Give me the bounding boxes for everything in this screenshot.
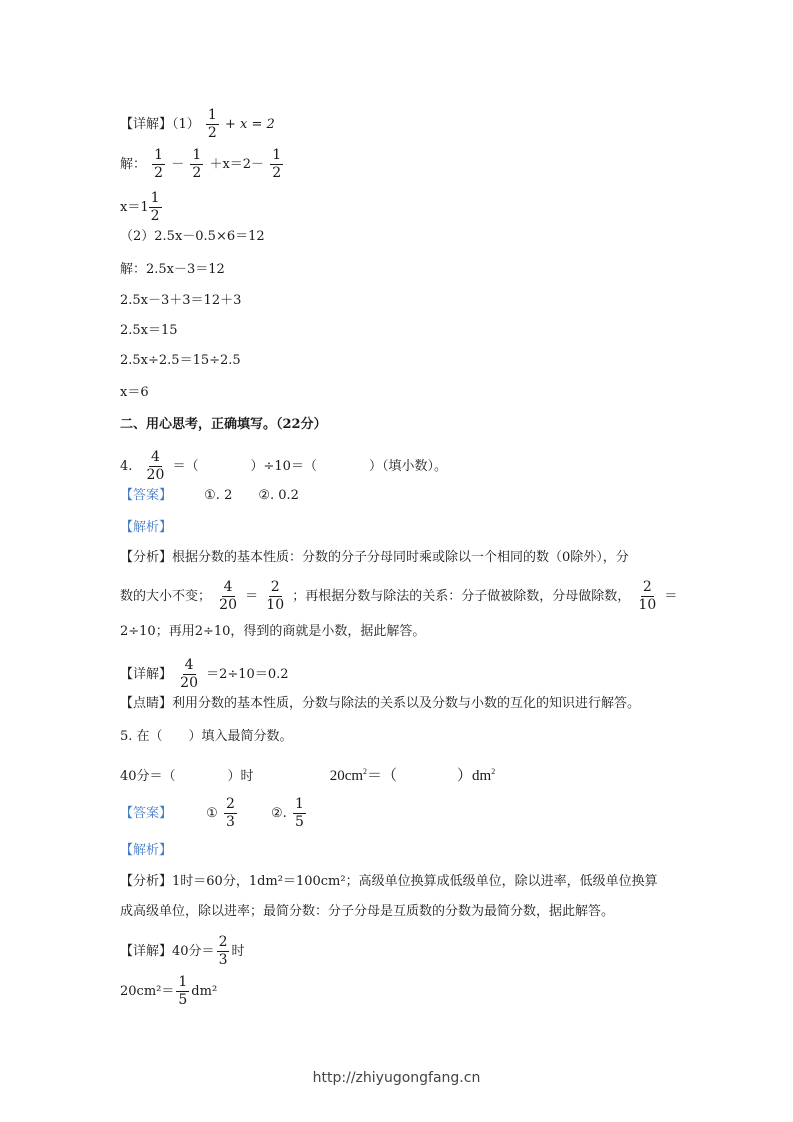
question-4 xyxy=(120,450,447,483)
operator: － xyxy=(171,157,185,172)
fraction: $\frac{1}{5}$ xyxy=(294,796,304,830)
question-number: 4. xyxy=(120,459,133,474)
fraction: $\frac{1}{2}$ xyxy=(207,107,217,141)
fraction: $\frac{4}{20}$ xyxy=(146,449,165,483)
section-title: 二、用心思考，正确填写。（22分） xyxy=(120,417,327,432)
fenxi-label: 【分析】 xyxy=(120,874,173,889)
blank-a: 40分＝（ ）时 xyxy=(120,769,254,784)
detail-line-5: 解：2.5x－3＝12 xyxy=(120,262,225,277)
q5-answer xyxy=(120,797,308,830)
q5-blanks xyxy=(120,764,495,785)
question-5: 5. 在（ ）填入最简分数。 xyxy=(120,729,293,744)
detail-line-1 xyxy=(120,108,275,141)
answer-text: ①. 2 ②. 0.2 xyxy=(204,488,299,503)
detail-text: 时 xyxy=(231,944,245,959)
fraction: $\frac{2}{3}$ xyxy=(225,796,235,830)
equation-text: ＋x＝2－ xyxy=(209,157,265,172)
detail-label: 【详解】 xyxy=(120,944,173,959)
detail-line-9: x＝6 xyxy=(120,385,149,400)
q5-analysis-line-1 xyxy=(120,874,658,890)
fraction: $\frac{1}{2}$ xyxy=(154,147,164,181)
detail-label: 【详解】 xyxy=(120,667,173,682)
question-text: ＝（ ）÷10＝（ ）（填小数）。 xyxy=(172,459,447,474)
equation-text: x＝1 xyxy=(120,200,149,215)
q4-analysis-line-3: 2÷10；再用2÷10，得到的商就是小数，据此解答。 xyxy=(120,624,426,639)
answer-label: 【答案】 xyxy=(120,488,173,503)
fraction: $\frac{1}{2}$ xyxy=(272,147,282,181)
equation-text: + x = 2 xyxy=(224,117,275,132)
analysis-text: ；再根据分数与除法的关系：分子做被除数，分母做除数， xyxy=(292,589,631,604)
detail-line-6: 2.5x－3＋3＝12＋3 xyxy=(120,293,242,308)
fraction: $\frac{1}{2}$ xyxy=(150,190,160,224)
answer-mark: ②. xyxy=(271,806,287,821)
q4-answer xyxy=(120,488,299,504)
fraction: $\frac{1}{5}$ xyxy=(178,974,188,1008)
analysis-text: 1时＝60分，1dm²＝100cm²；高级单位换算成低级单位，除以进率，低级单位换算 xyxy=(172,874,658,889)
footer-url[interactable]: http://zhiyugongfang.cn xyxy=(312,1070,481,1086)
analysis-label: 【解析】 xyxy=(120,843,173,858)
operator: ＝ xyxy=(245,589,259,604)
q4-analysis-line-2 xyxy=(120,580,677,613)
fraction: $\frac{2}{3}$ xyxy=(218,934,228,968)
answer-label: 【答案】 xyxy=(120,806,173,821)
analysis-text: 根据分数的基本性质：分数的分子分母同时乘或除以一个相同的数（0除外），分 xyxy=(172,550,629,565)
detail-text: dm² xyxy=(191,984,218,999)
detail-line-4: （2）2.5x－0.5×6＝12 xyxy=(120,229,265,244)
detail-line-8: 2.5x÷2.5＝15÷2.5 xyxy=(120,353,241,368)
detail-line-3 xyxy=(120,191,164,224)
fenxi-label: 【分析】 xyxy=(120,550,173,565)
q4-dianjing xyxy=(120,696,640,712)
dianjing-label: 【点睛】 xyxy=(120,696,173,711)
q4-analysis-line-1 xyxy=(120,550,629,566)
q5-detail-1 xyxy=(120,935,245,968)
detail-line-2 xyxy=(120,148,285,181)
fraction: $\frac{4}{20}$ xyxy=(219,579,237,613)
analysis-label: 【解析】 xyxy=(120,520,173,535)
analysis-text: 数的大小不变； xyxy=(120,589,212,604)
fraction: $\frac{1}{2}$ xyxy=(192,147,202,181)
fraction: $\frac{2}{10}$ xyxy=(266,579,285,613)
solve-label: 解： xyxy=(120,157,147,172)
detail-text: 20cm²＝ xyxy=(120,984,175,999)
answer-mark: ① xyxy=(206,806,218,821)
fraction: $\frac{4}{20}$ xyxy=(180,657,198,691)
blank-b: $20cm^2=$（ ）$dm^2$ xyxy=(329,767,496,784)
operator: ＝ xyxy=(664,589,678,604)
detail-text: ＝2÷10＝0.2 xyxy=(206,667,289,682)
detail-text: 40分＝ xyxy=(172,944,215,959)
q4-detail xyxy=(120,658,289,691)
dianjing-text: 利用分数的基本性质，分数与除法的关系以及分数与小数的互化的知识进行解答。 xyxy=(172,696,641,711)
q5-detail-2 xyxy=(120,975,217,1008)
q5-analysis-line-2: 成高级单位，除以进率；最简分数：分子分母是互质数的分数为最简分数，据此解答。 xyxy=(120,904,615,919)
fraction: $\frac{2}{10}$ xyxy=(638,579,657,613)
detail-line-7: 2.5x＝15 xyxy=(120,323,178,338)
detail-label: 【详解】（1） xyxy=(120,117,200,132)
